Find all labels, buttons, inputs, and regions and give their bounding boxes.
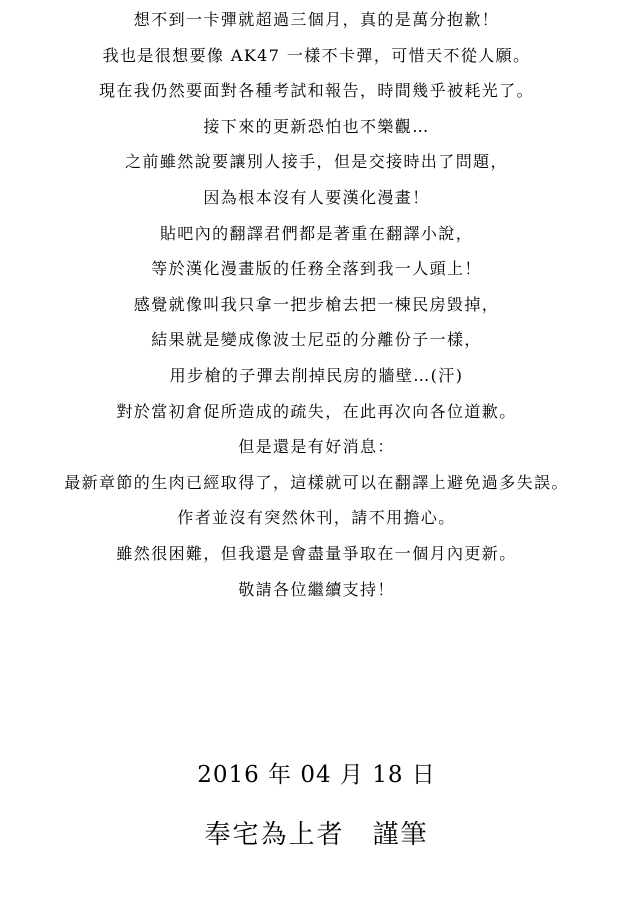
notice-line: 作者並沒有突然休刊，請不用擔心。: [177, 508, 456, 528]
notice-body: [0, 2, 633, 607]
notice-line: 之前雖然說要讓別人接手，但是交接時出了問題，: [125, 152, 508, 172]
notice-line: 最新章節的生肉已經取得了，這樣就可以在翻譯上避免過多失誤。: [64, 472, 569, 492]
notice-line: 我也是很想要像 AK47 一樣不卡彈，可惜天不從人願。: [102, 45, 531, 65]
notice-line: 用步槍的子彈去削掉民房的牆壁…(汗): [169, 365, 464, 385]
notice-line: 現在我仍然要面對各種考試和報告，時間幾乎被耗光了。: [98, 81, 534, 101]
notice-line: 感覺就像叫我只拿一把步槍去把一棟民房毀掉，: [133, 294, 500, 314]
notice-line: 雖然很困難，但我還是會盡量爭取在一個月內更新。: [116, 543, 517, 563]
notice-line: 結果就是變成像波士尼亞的分離份子一樣，: [151, 330, 482, 350]
notice-line: 貼吧內的翻譯君們都是著重在翻譯小說，: [159, 223, 474, 243]
notice-line: 想不到一卡彈就超過三個月，真的是萬分抱歉！: [133, 10, 500, 29]
notice-line: 但是還是有好消息：: [238, 437, 395, 457]
notice-line: 對於當初倉促所造成的疏失，在此再次向各位道歉。: [116, 401, 517, 421]
notice-signature: 奉宅為上者 謹筆: [204, 820, 429, 850]
notice-line: 接下來的更新恐怕也不樂觀…: [203, 116, 430, 136]
notice-line: 因為根本沒有人要漢化漫畫！: [203, 187, 430, 207]
notice-line: 敬請各位繼續支持！: [238, 579, 395, 599]
notice-date: 2016 年 04 月 18 日: [197, 762, 436, 788]
notice-line: 等於漢化漫畫版的任務全落到我一人頭上！: [151, 259, 482, 279]
